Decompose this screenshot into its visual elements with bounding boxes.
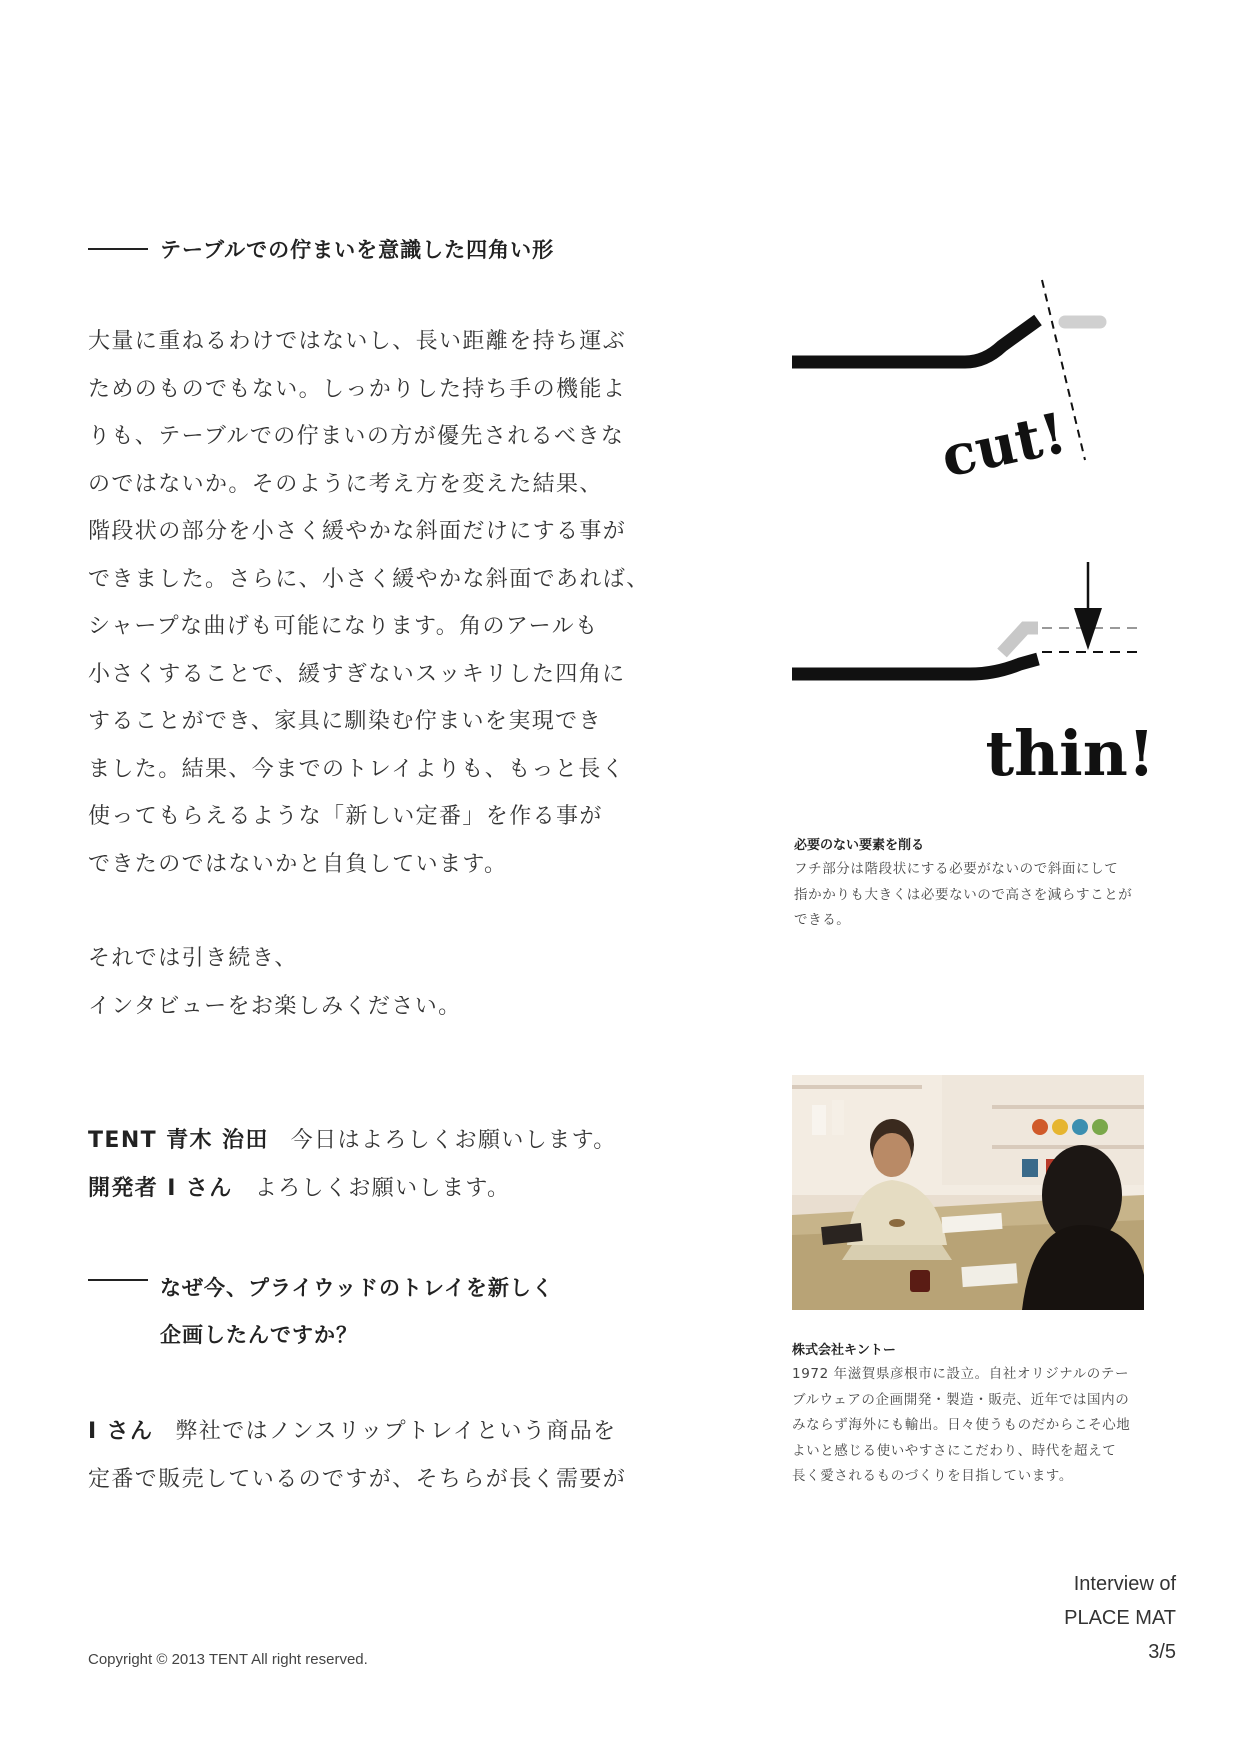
company-title: 株式会社キントー bbox=[792, 1343, 896, 1358]
body-line: 階段状の部分を小さく緩やかな斜面だけにする事が bbox=[88, 519, 627, 544]
body-line: することができ、家具に馴染む佇まいを実現でき bbox=[88, 709, 602, 734]
section-heading-text: なぜ今、プライウッドのトレイを新しく bbox=[160, 1276, 554, 1300]
body-line: のではないか。そのように考え方を変えた結果、 bbox=[88, 471, 603, 497]
cut-label: cut! bbox=[935, 400, 1072, 491]
body-line: ました。結果、今までのトレイよりも、もっと長く bbox=[88, 756, 626, 782]
heading-dash bbox=[88, 248, 148, 250]
section2-body bbox=[88, 1408, 626, 1503]
body-line: 定番で販売しているのですが、そちらが長く需要が bbox=[88, 1466, 627, 1492]
tray-profile-cut bbox=[792, 320, 1038, 362]
diagram-caption bbox=[794, 834, 1132, 934]
company-line: 長く愛されるものづくりを目指しています。 bbox=[792, 1468, 1073, 1484]
dialogue-line bbox=[88, 1165, 617, 1213]
body-line: 小さくすることで、緩すぎないスッキリした四角に bbox=[88, 661, 626, 687]
speaker-name: 開発者 I さん bbox=[88, 1175, 233, 1201]
company-line: みならず海外にも輸出。日々使うものだからこそ心地 bbox=[792, 1417, 1131, 1433]
company-caption bbox=[792, 1339, 1130, 1490]
section-heading-why bbox=[88, 1265, 554, 1359]
removed-height bbox=[1002, 628, 1038, 653]
body-line: できました。さらに、小さく緩やかな斜面であれば、 bbox=[88, 566, 650, 592]
caption-line: フチ部分は階段状にする必要がないので斜面にして bbox=[794, 861, 1119, 877]
body-line: 大量に重ねるわけではないし、長い距離を持ち運ぶ bbox=[88, 329, 627, 354]
speaker-name: TENT 青木 治田 bbox=[88, 1128, 269, 1153]
copyright: Copyright © 2013 TENT All right reserved. bbox=[88, 1651, 368, 1668]
thin-label: thin! bbox=[985, 717, 1155, 790]
body-text: 弊社ではノンスリップトレイという商品を bbox=[175, 1419, 617, 1444]
interview-photo bbox=[792, 1075, 1144, 1310]
body-line: ためのものでもない。しっかりした持ち手の機能よ bbox=[88, 376, 627, 402]
caption-line: 指かかりも大きくは必要ないので高さを減らすことが bbox=[794, 886, 1133, 903]
company-body bbox=[792, 1362, 1130, 1490]
tray-edge-diagram bbox=[780, 270, 1180, 800]
company-line: ブルウェアの企画開発・製造・販売、近年では国内の bbox=[792, 1391, 1130, 1408]
caption-title: 必要のない要素を削る bbox=[794, 838, 925, 853]
section-heading-text: テーブルでの佇まいを意識した四角い形 bbox=[160, 238, 555, 262]
closing-line: インタビューをお楽しみください。 bbox=[88, 993, 462, 1019]
section1-body bbox=[88, 318, 650, 888]
section1-closing bbox=[88, 935, 462, 1030]
tray-profile-thin bbox=[792, 659, 1038, 674]
interview-title-line: PLACE MAT bbox=[1064, 1607, 1176, 1629]
caption-line: できる。 bbox=[794, 912, 851, 928]
page-number: 3/5 bbox=[1148, 1641, 1176, 1663]
closing-line: それでは引き続き、 bbox=[88, 946, 298, 971]
dialogue-line bbox=[88, 1117, 617, 1165]
heading-dash bbox=[88, 1279, 148, 1281]
section-heading-text: 企画したんですか？ bbox=[160, 1323, 358, 1347]
speaker-name: I さん bbox=[88, 1419, 154, 1444]
caption-body bbox=[794, 857, 1132, 934]
interview-title-line: Interview of bbox=[1073, 1573, 1176, 1595]
section-heading-shape bbox=[88, 234, 554, 264]
footer-title bbox=[1064, 1567, 1176, 1669]
body-line: 使ってもらえるような「新しい定番」を作る事が bbox=[88, 804, 603, 829]
dialogue-block bbox=[88, 1117, 617, 1212]
company-line: よいと感じる使いやすさにこだわり、時代を超えて bbox=[792, 1442, 1117, 1459]
dialogue-text: よろしくお願いします。 bbox=[254, 1175, 511, 1201]
body-line: できたのではないかと自負しています。 bbox=[88, 851, 508, 877]
company-line: 1972 年滋賀県彦根市に設立。自社オリジナルのテー bbox=[792, 1366, 1130, 1382]
body-line: シャープな曲げも可能になります。角のアールも bbox=[88, 614, 599, 639]
body-line bbox=[88, 1408, 626, 1456]
dialogue-text: 今日はよろしくお願いします。 bbox=[290, 1128, 617, 1153]
body-line: りも、テーブルでの佇まいの方が優先されるべきな bbox=[88, 424, 625, 449]
